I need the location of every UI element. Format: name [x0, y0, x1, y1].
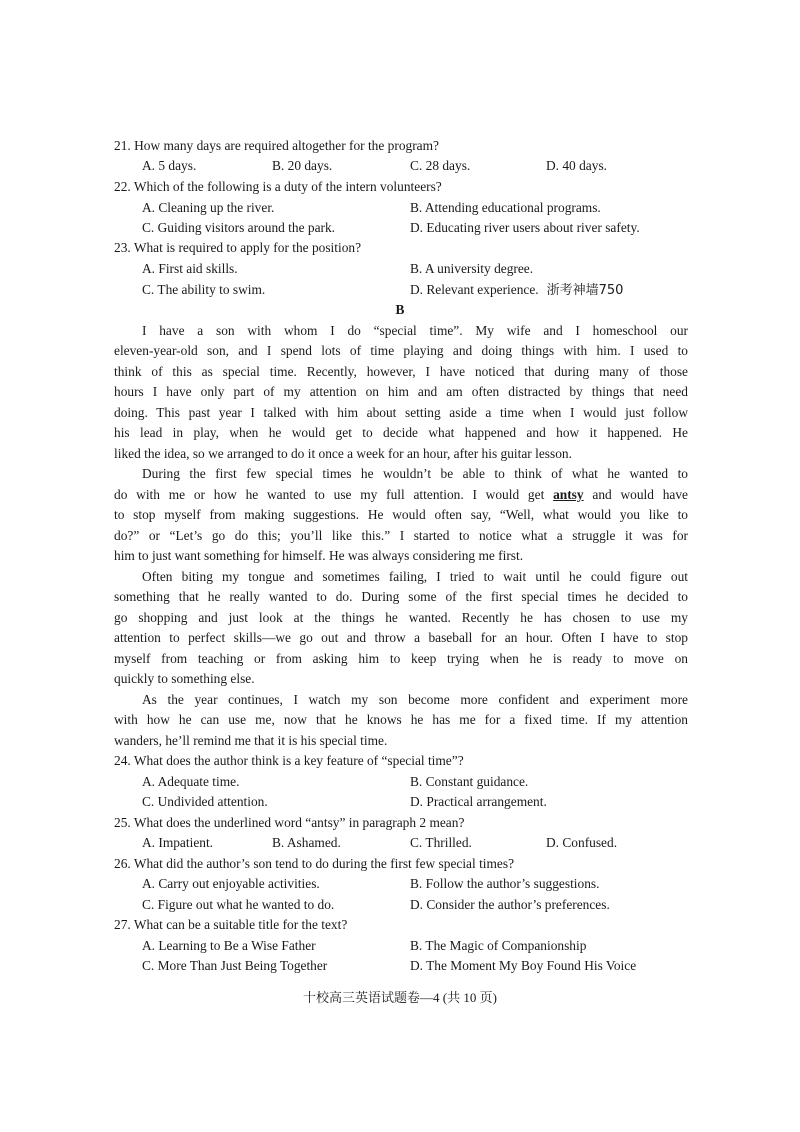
question-21-stem: 21. How many days are required altogether for the program?	[114, 138, 439, 153]
passage-line: with how he can use me, now that he knows he has me for a fixed time. If my attention	[114, 712, 688, 727]
passage-line: to stop myself from making suggestions. He would often say, “Well, what would you like to	[114, 507, 688, 522]
question-25-option-b: B. Ashamed.	[272, 835, 341, 850]
question-22-option-c: C. Guiding visitors around the park.	[142, 220, 336, 235]
question-24-option-d: D. Practical arrangement.	[410, 794, 547, 809]
passage-line: During the first few special times he wouldn’t be able to think of what he wanted to	[142, 466, 688, 481]
passage-line: Often biting my tongue and sometimes failing, I tried to wait until he could figure out	[142, 569, 688, 584]
passage-line: myself from teaching or from asking him to keep trying when he is ready to move on	[114, 651, 688, 666]
question-22-option-d: D. Educating river users about river safety.	[410, 220, 640, 235]
question-22-stem: 22. Which of the following is a duty of the intern volunteers?	[114, 179, 442, 194]
passage-line: liked the idea, so we arranged to do it once a week for an hour, after his guitar lesson.	[114, 446, 572, 461]
passage-line: attention to perfect skills—we go out and throw a baseball for an hour. Often I have to stop	[114, 630, 688, 645]
question-21-option-b: B. 20 days.	[272, 158, 333, 173]
question-21-option-d: D. 40 days.	[546, 158, 607, 173]
question-21-option-c: C. 28 days.	[410, 158, 471, 173]
question-23-option-c: C. The ability to swim.	[142, 282, 266, 297]
passage-line: eleven-year-old son, and I spend lots of time playing and doing things with him. I used to	[114, 343, 688, 358]
question-27-option-b: B. The Magic of Companionship	[410, 938, 587, 953]
question-24-option-c: C. Undivided attention.	[142, 794, 268, 809]
question-27-stem: 27. What can be a suitable title for the text?	[114, 917, 348, 932]
question-25-option-d: D. Confused.	[546, 835, 618, 850]
question-24-stem: 24. What does the author think is a key feature of “special time”?	[114, 753, 464, 768]
passage-line: him to just want something for himself. He was always considering me first.	[114, 548, 524, 563]
passage-line-with-underlined-word	[114, 487, 688, 503]
question-27-option-a: A. Learning to Be a Wise Father	[142, 938, 316, 953]
passage-line: doing. This past year I talked with him about setting aside a time when I would just follow	[114, 405, 688, 420]
question-26-option-c: C. Figure out what he wanted to do.	[142, 897, 335, 912]
passage-line: do?” or “Let’s go do this; you’ll like this.” I started to notice what a struggle it was for	[114, 528, 688, 543]
passage-line: hours I have only part of my attention on him and am often distracted by things that need	[114, 384, 688, 399]
question-23-option-b: B. A university degree.	[410, 261, 534, 276]
passage-line: think of this as special time. Recently, however, I have noticed that during many of those	[114, 364, 688, 379]
question-22-option-a: A. Cleaning up the river.	[142, 200, 275, 215]
question-22-option-b: B. Attending educational programs.	[410, 200, 601, 215]
question-23-option-a: A. First aid skills.	[142, 261, 238, 276]
passage-text: and would have	[592, 487, 688, 502]
question-23-option-d-row	[410, 282, 623, 299]
passage-line: quickly to something else.	[114, 671, 255, 686]
question-23-stem: 23. What is required to apply for the position?	[114, 240, 362, 255]
passage-line: something that he really wanted to do. During some of the first special times he decided to	[114, 589, 688, 604]
question-24-option-b: B. Constant guidance.	[410, 774, 529, 789]
passage-line: go shopping and just look at the things he wanted. Recently he has chosen to use my	[114, 610, 688, 625]
question-21-option-a: A. 5 days.	[142, 158, 197, 173]
question-27-option-c: C. More Than Just Being Together	[142, 958, 328, 973]
question-24-option-a: A. Adequate time.	[142, 774, 240, 789]
passage-line: wanders, he’ll remind me that it is his special time.	[114, 733, 388, 748]
question-25-option-c: C. Thrilled.	[410, 835, 472, 850]
passage-line: his lead in play, when he would get to decide what happened and how it happened. He	[114, 425, 688, 440]
question-23-option-d: D. Relevant experience.	[410, 282, 539, 297]
passage-text: do with me or how he wanted to use my full attention. I would get	[114, 487, 545, 502]
page-footer: 十校高三英语试题卷—4 (共 10 页)	[303, 990, 497, 1005]
question-27-option-d: D. The Moment My Boy Found His Voice	[410, 958, 637, 973]
question-26-option-a: A. Carry out enjoyable activities.	[142, 876, 320, 891]
underlined-word-antsy: antsy	[553, 487, 584, 502]
question-25-option-a: A. Impatient.	[142, 835, 214, 850]
question-26-stem: 26. What did the author’s son tend to do during the first few special times?	[114, 856, 515, 871]
question-26-option-d: D. Consider the author’s preferences.	[410, 897, 610, 912]
section-heading: B	[395, 302, 405, 317]
question-25-stem: 25. What does the underlined word “antsy” in paragraph 2 mean?	[114, 815, 465, 830]
passage-line: I have a son with whom I do “special time”. My wife and I homeschool our	[142, 323, 688, 338]
watermark-text: 浙考神墙750	[546, 283, 624, 298]
question-26-option-b: B. Follow the author’s suggestions.	[410, 876, 600, 891]
passage-line: As the year continues, I watch my son become more confident and experiment more	[142, 692, 688, 707]
